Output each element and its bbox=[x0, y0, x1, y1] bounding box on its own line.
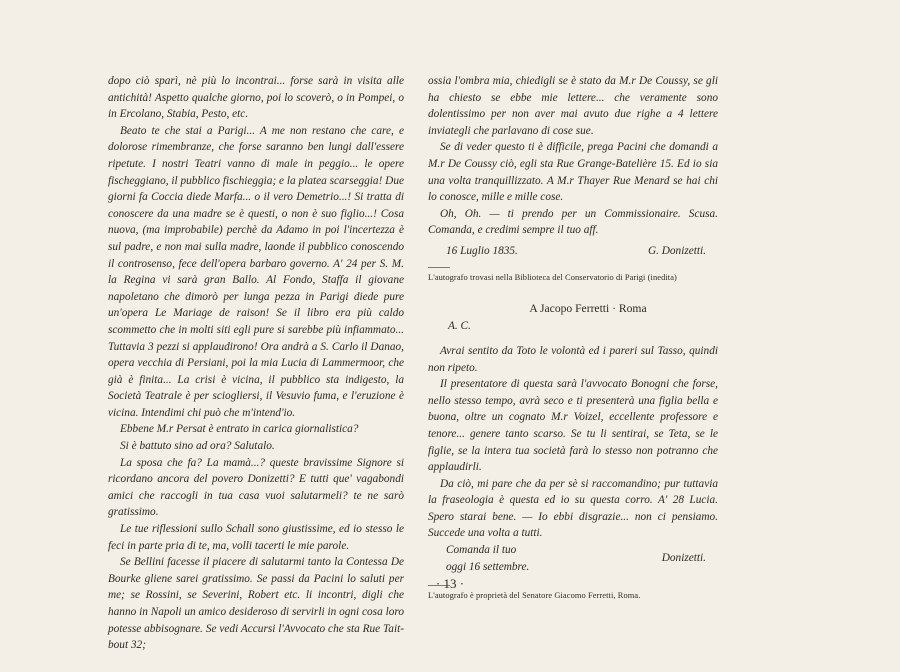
salutation: A. C. bbox=[448, 319, 471, 332]
paragraph: La sposa che fa? La mamà...? queste bravissime Signore si ricordano ancora del povero Donizetti? E tutti que' vagabondi amici che raccogli in tua casa vuoi salutarmeli? te ne sarò gratissimo. bbox=[108, 456, 404, 519]
page-number: · 13 · bbox=[435, 576, 465, 591]
paragraph: ossia l'ombra mia, chiedigli se è stato da M.r De Coussy, se gli ha chiesto se ebbe mie lettere... che veramente sono dolentissimo per non aver mai avuto due righe a 4 lettere inviategli che parlavano di cose sue. bbox=[428, 75, 718, 137]
paragraph: Beato te che stai a Parigi... A me non restano che care, e dolorose rimembranze, che forse saranno ben lungi dall'essere ripetute. I nostri Teatri vanno di male in peggio... le opere fischeggiano, il pubblico fischieggia; e la platea scarseggia! Due giorni fa Coccia diede Marfa... o il vero Demetrio...! Si tratta di conoscere da una madre se è questi, o non è suo figlio...! Cosa nuova, (ma improbabile) perchè da Adamo in poi l'incertezza è sul padre, e non mai sulla madre, laonde il pubblico conoscendo il controsenso, fece dell'opera barbaro governo. A' 24 per S. M. la Regina vi sarà gran Ballo. Al Fondo, Staffa il giovane napoletano che dimorò per lunga pezza in Parigi diede pure un'opera Le Mariage de raison! Se il libro era più caldo scommetto che in molti siti egli pure si sarebbe più infiammato... Tuttavia 3 pezzi si applaudirono! Ora andrà a S. Carlo il Danao, opera vecchia di Persiani, poi la mia Lucia di Lammermoor, che già è finita... La crisi è vicina, il pubblico sta indigesto, la Società Teatrale è per sciogliersi, il Vesuvio fuma, e l'eruzione è vicina. Intendimi chi può che m'intend'io. bbox=[108, 124, 404, 419]
right-column bbox=[428, 73, 718, 601]
paragraph: Oh, Oh. — ti prendo per un Commissionaire. Scusa. Comanda, e credimi sempre il tuo aff. bbox=[428, 207, 718, 237]
letter-date: oggi 16 settembre. bbox=[446, 560, 530, 573]
letter-date: 16 Luglio 1835. bbox=[446, 244, 518, 257]
paragraph: Se di veder questo ti è difficile, prega Pacini che domandi a M.r De Coussy ciò, egli sta Rue Grange-Batelière 15. Ed io sia una volta tranquillizzato. A M.r Thayer Rue Menard se hai chi lo conosce, mille e mille cose. bbox=[428, 141, 718, 204]
paragraph: Ebbene M.r Persat è entrato in carica giornalistica? bbox=[120, 423, 359, 436]
letter-2-text bbox=[428, 343, 718, 542]
paragraph: Si è battuto sino ad ora? Salutalo. bbox=[120, 440, 275, 453]
letter-heading: A Jacopo Ferretti · Roma bbox=[529, 301, 647, 315]
left-column bbox=[108, 73, 404, 654]
signature: G. Donizetti. bbox=[647, 244, 706, 257]
footnote: L'autografo trovasi nella Biblioteca del Conservatorio di Parigi (inedita) bbox=[428, 272, 677, 282]
paragraph: dopo ciò sparì, nè più lo incontrai... forse sarà in visita alle antichità! Aspetto qualche giorno, poi lo scoverò, o in Pompei, o in Ercolano, Stabia, Pesto, etc. bbox=[108, 75, 404, 121]
letter-1-signoff bbox=[428, 245, 718, 257]
signature: Donizetti. bbox=[661, 552, 706, 565]
paragraph: Avrai sentito da Toto le volontà ed i pareri sul Tasso, quindi non ripeto. bbox=[428, 344, 718, 374]
paragraph: Le tue riflessioni sullo Schall sono giustissime, ed io stesso le feci in parte pria di te, ma, volli tacerti le mie parole. bbox=[108, 523, 404, 552]
footnote: L'autografo è proprietà del Senatore Giacomo Ferretti, Roma. bbox=[428, 591, 641, 601]
paragraph: Da ciò, mi pare che da per sè si raccomandino; pur tuttavia la fraseologia è questa ed io su questa corro. A' 28 Lucia. Spero starai bene. — Io ebbi disgrazie... non ci pensiamo. Succede una volta a tutti. bbox=[428, 477, 718, 540]
paragraph: Se Bellini facesse il piacere di salutarmi tanto la Contessa De Bourke gliene sarei gratissimo. Se passi da Pacini lo saluti per me; se Rossini, se Severini, Robert etc. li incontri, digli che hanno in Napoli un amico desideroso di servirli in ogni cosa loro potesse abbisognare. Se vedi Accursi l'Avvocato che sta Rue Tait-bout 32; bbox=[108, 556, 404, 652]
left-text bbox=[108, 73, 404, 654]
letter-1-text bbox=[428, 73, 718, 239]
letter-2-closing bbox=[428, 542, 718, 575]
paragraph: Il presentatore di questa sarà l'avvocato Bonogni che forse, nello stesso tempo, avrà seco e ti presenterà una figlia bella e buona, oltre un cognato M.r Voizel, eccellente professore e tenore... genere tanto scarso. Se tu li sentirai, se Teta, se le figlie, se la intera tua società farà lo stesso non potranno che applaudirli. bbox=[428, 378, 718, 474]
closing-phrase: Comanda il tuo bbox=[446, 544, 517, 557]
divider bbox=[428, 267, 450, 268]
